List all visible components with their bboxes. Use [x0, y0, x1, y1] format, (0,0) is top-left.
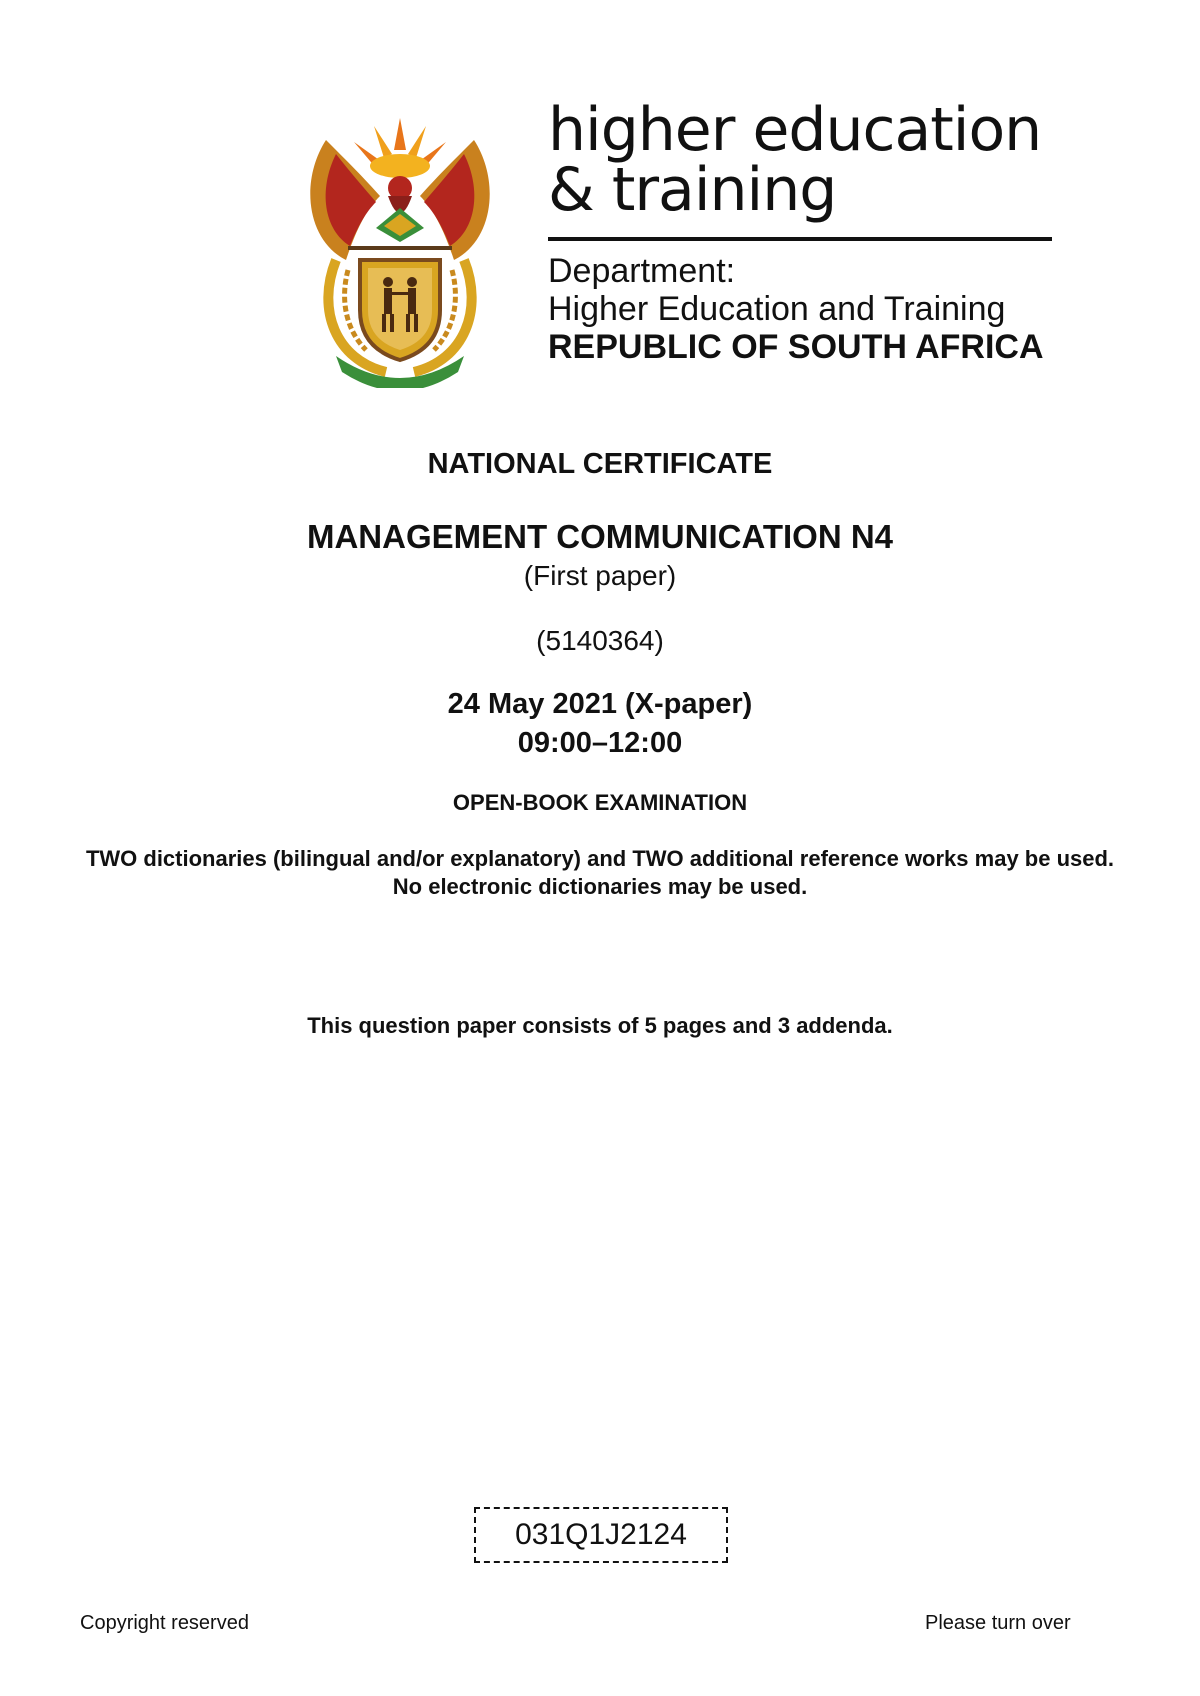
- brand-title-line2: & training: [548, 155, 837, 225]
- department-label: Department:: [548, 252, 736, 290]
- instruction-no-electronic: No electronic dictionaries may be used.: [392, 874, 808, 899]
- department-branding: [548, 95, 1058, 366]
- instruction-reference-works: TWO dictionaries (bilingual and/or explanatory) and TWO additional reference works may be used.: [85, 846, 1115, 871]
- paper-number: (First paper): [523, 560, 677, 591]
- exam-type: OPEN-BOOK EXAMINATION: [452, 790, 748, 815]
- certificate-title: NATIONAL CERTIFICATE: [427, 448, 773, 480]
- brand-title-line1: higher education: [548, 95, 1042, 165]
- department-title: Higher Education and Training: [548, 290, 1006, 328]
- serial-code-box: 031Q1J2124: [474, 1507, 728, 1563]
- brand-divider: [548, 237, 1052, 241]
- subject-code: (5140364): [536, 625, 664, 656]
- exam-date: 24 May 2021 (X-paper): [447, 688, 753, 720]
- department-name: [548, 252, 1044, 366]
- coat-of-arms-icon: [296, 110, 504, 388]
- page-count-note: This question paper consists of 5 pages and 3 addenda.: [307, 1013, 893, 1038]
- exam-time: 09:00–12:00: [517, 727, 683, 759]
- sun-rays-icon: [354, 118, 446, 178]
- footer-turn-over: Please turn over: [925, 1612, 1071, 1634]
- exam-instructions: [80, 845, 1120, 901]
- subject-title: MANAGEMENT COMMUNICATION N4: [306, 518, 894, 555]
- country-name: REPUBLIC OF SOUTH AFRICA: [548, 328, 1044, 366]
- footer-copyright: Copyright reserved: [80, 1612, 249, 1634]
